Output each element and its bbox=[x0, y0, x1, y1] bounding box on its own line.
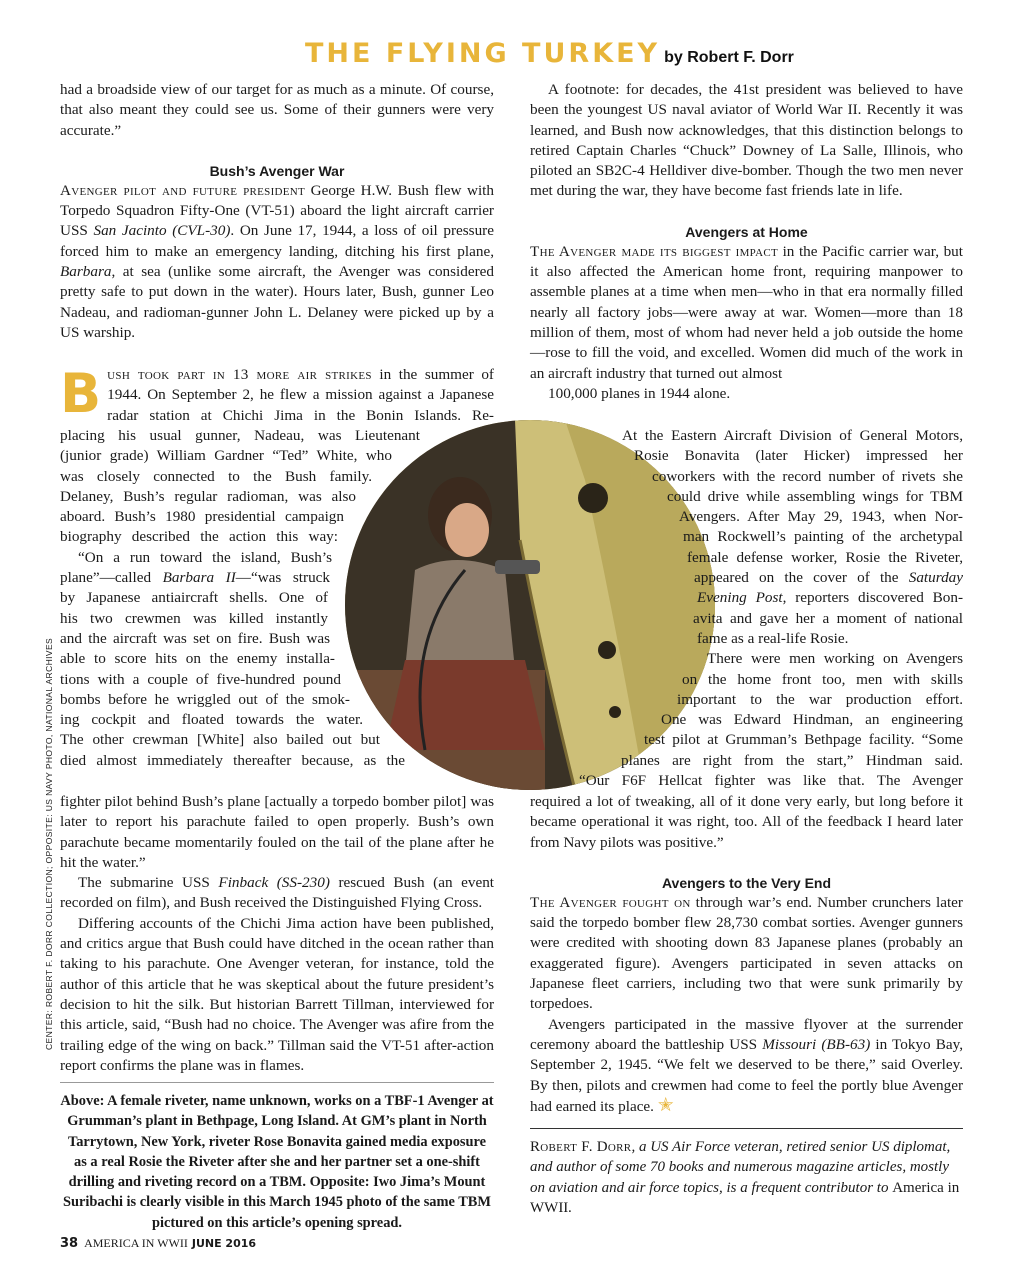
issue-date: JUNE 2016 bbox=[191, 1237, 257, 1250]
left-column-bottom bbox=[60, 792, 494, 1076]
left-column-top bbox=[60, 80, 494, 343]
section-heading-home: Avengers at Home bbox=[685, 223, 808, 240]
star-icon: ✭ bbox=[657, 1094, 674, 1116]
paragraph: Differing accounts of the Chichi Jima action have been published, and critics argue that Bush could have ditched in the ocean rather than taking to his parachute. One Avenger veteran, for instance, told the author of this article that he was skeptical about the future president’s decision to hit the silk. But historian Barrett Tillman, interviewed for this article, said, “Bush had no choice. The Avenger was afire from the trailing edge of the wing on back.” Tillman said the VT-51 after-action report confirms the plane was in flames. bbox=[60, 914, 494, 1074]
article-title-block bbox=[305, 38, 794, 69]
article-title: THE FLYING TURKEY bbox=[305, 38, 661, 69]
section-heading-end: Avengers to the Very End bbox=[661, 874, 832, 891]
byline: by Robert F. Dorr bbox=[664, 49, 794, 66]
paragraph: required a lot of tweaking, all of it done very early, but long before it became operational it was right, too. All of the feedback I heard later from Navy pilots was positive.” bbox=[530, 793, 963, 851]
paragraph: Avenger pilot and future president George H.W. Bush flew with Torpedo Squadron Fifty-One (VT-51) aboard the light aircraft carrier USS San Jacinto (CVL-30). On June 17, 1944, a loss of oil pressure forced him to make an emergency landing, ditching his first plane, Barbara, at sea (unlike some aircraft, the Avenger was considered pretty safe to put down in the water). Hours later, Bush, gunner Leo Nadeau, and radioman-gunner John L. Delaney were picked up by a US warship. bbox=[60, 181, 494, 341]
drop-cap: B bbox=[60, 362, 102, 425]
paragraph: The Avenger made its biggest impact in the Pacific carrier war, but it also affected the American home front, requiring manpower to assemble planes at a time when men—who in that era normally filled nearly all factory jobs—were away at war. Women—more than 18 million of them, most of whom had never held a job outside the home—rose to fill the void, and excelled. Women did much of the work in an aircraft industry that turned out almost bbox=[530, 242, 963, 382]
paragraph: The Avenger fought on through war’s end. Number crunchers later said the torpedo bomber flew 28,730 combat sorties. Avenger gunners were credited with shooting down 83 Japanese planes (probably an exaggerated figure). Avengers participated in seven attacks on Japanese fleet carriers, including two that were sunk primarily by torpedoes. bbox=[530, 893, 963, 1013]
photo-credit: CENTER: ROBERT F. DORR COLLECTION; OPPOSITE: US NAVY PHOTO, NATIONAL ARCHIVES bbox=[44, 637, 54, 1050]
paragraph: The submarine USS Finback (SS-230) rescued Bush (an event recorded on film), and Bush received the Distinguished Flying Cross. bbox=[60, 874, 495, 912]
paragraph: A footnote: for decades, the 41st president was believed to have been the youngest US naval aviator of World War II. Recently it was learned, and Bush now acknowledges, that this distinction belongs to retired Captain Charles “Chuck” Downey of La Salle, Illinois, who piloted an SB2C-4 Helldiver dive-bomber. Though the two men never met during the war, they have become fast friends late in life. bbox=[530, 81, 963, 200]
right-column-bottom bbox=[530, 792, 963, 1117]
paragraph: Avengers participated in the massive flyover at the surrender ceremony aboard the battleship USS Missouri (BB-63) in Tokyo Bay, September 2, 1945. “We felt we deserved to be there,” said Overley. By then, pilots and crewmen had come to feel the portly blue Avenger had earned its place. ✭ bbox=[530, 1015, 963, 1116]
author-bio: Robert F. Dorr, a US Air Force veteran, retired senior US diplomat, and author of some 70 books and numerous magazine articles, mostly on aviation and air force topics, is a frequent contributor to America in WWII. bbox=[530, 1128, 963, 1218]
photo-caption: Above: A female riveter, name unknown, works on a TBF-1 Avenger at Grumman’s plant in Bethpage, Long Island. At GM’s plant in North Tarrytown, New York, riveter Rose Bonavita gained media exposure as a real Rosie the Riveter after she and her partner set a one-shift drilling and riveting record on a TBM. Opposite: Iwo Jima’s Mount Suribachi is clearly visible in this March 1945 photo of the same TBM pictured on this article’s opening spread. bbox=[60, 1082, 494, 1233]
right-column-top: A footnote: for decades, the 41st president was believed to have been the youngest US naval aviator of World War II. Recently it was learned, and Bush now acknowledges, that this distinction belongs to retired Captain Charles “Chuck” Downey of La Salle, Illinois, who piloted an SB2C-4 Helldiver dive-bomber. Though the two men never met during the war, they have become fast friends late in life. Avengers at Home The Avenger made its biggest impact in the Pacific carrier war, but it also affected the American home front, requiring manpower to assemble planes at a time when men—who in that era normally filled nearly all factory jobs—were away at war. Women—more than 18 million of them, most of whom had never held a job outside the home—rose to fill the void, and excelled. Women did much of the work in an aircraft industry that turned out almost 100,000 planes in 1944 alone. bbox=[530, 81, 963, 402]
magazine-name: AMERICA IN WWII bbox=[84, 1236, 188, 1250]
page-number: 38 bbox=[60, 1236, 79, 1251]
paragraph: fighter pilot behind Bush’s plane [actually a torpedo bomber pilot] was later to report his parachute failed to open properly. Bush’s own parachute became momentarily fouled on the tail of the plane after he hit the water.” bbox=[60, 793, 494, 871]
right-column-wrap: At the Eastern Aircraft Division of General Motors, Rosie Bonavita (later Hicker) impressed her coworkers with the record number of rivets she could drive while assembling wings for TBM Avengers. After May 29, 1943, when Nor- man Rockwell’s painting of the archetypal female defense worker, Rosie the Riveter, appeared on the cover of the Saturday Evening Post, reporters discovered Bon- avita and gave her a moment of national fame as a real-life Rosie. There were men working on Avengers on the home front too, men with skills important to the war production effort. One was Edward Hindman, an engineering test pilot at Grumman’s Bethpage facility. “Some planes are right from the start,” Hindman said. “Our F6F Hellcat fighter was like that. The Avenger bbox=[579, 427, 963, 790]
paragraph: had a broadside view of our target for as much as a minute. Of course, that also meant they could see us. Some of their gunners were very accurate.” bbox=[60, 81, 494, 139]
page-footer bbox=[60, 1236, 256, 1251]
left-column-dropcap: B ush took part in 13 more air strikes in the summer of 1944. On September 2, he flew a mission against a Japanese radar station at Chichi Jima in the Bonin Islands. Re- bbox=[60, 362, 494, 425]
section-heading-bush: Bush’s Avenger War bbox=[209, 162, 345, 179]
left-column-wrap: placing his usual gunner, Nadeau, was Lieutenant (junior grade) William Gardner “Ted” White, who was closely connected to the Bush family. Delaney, Bush’s regular radioman, was also aboard. Bush’s 1980 presidential campaign biography described the action this way: “On a run toward the island, Bush’s plane”—called Barbara II—“was struck by Japanese antiaircraft shells. One of his two crewmen was killed instantly and the aircraft was set on fire. Bush was able to score hits on the enemy installa- tions with a couple of five-hundred pound bombs before he wriggled out of the smok- ing cockpit and floated towards the water. The other crewman [White] also bailed out but died almost immediately thereafter because, as the bbox=[60, 427, 420, 769]
